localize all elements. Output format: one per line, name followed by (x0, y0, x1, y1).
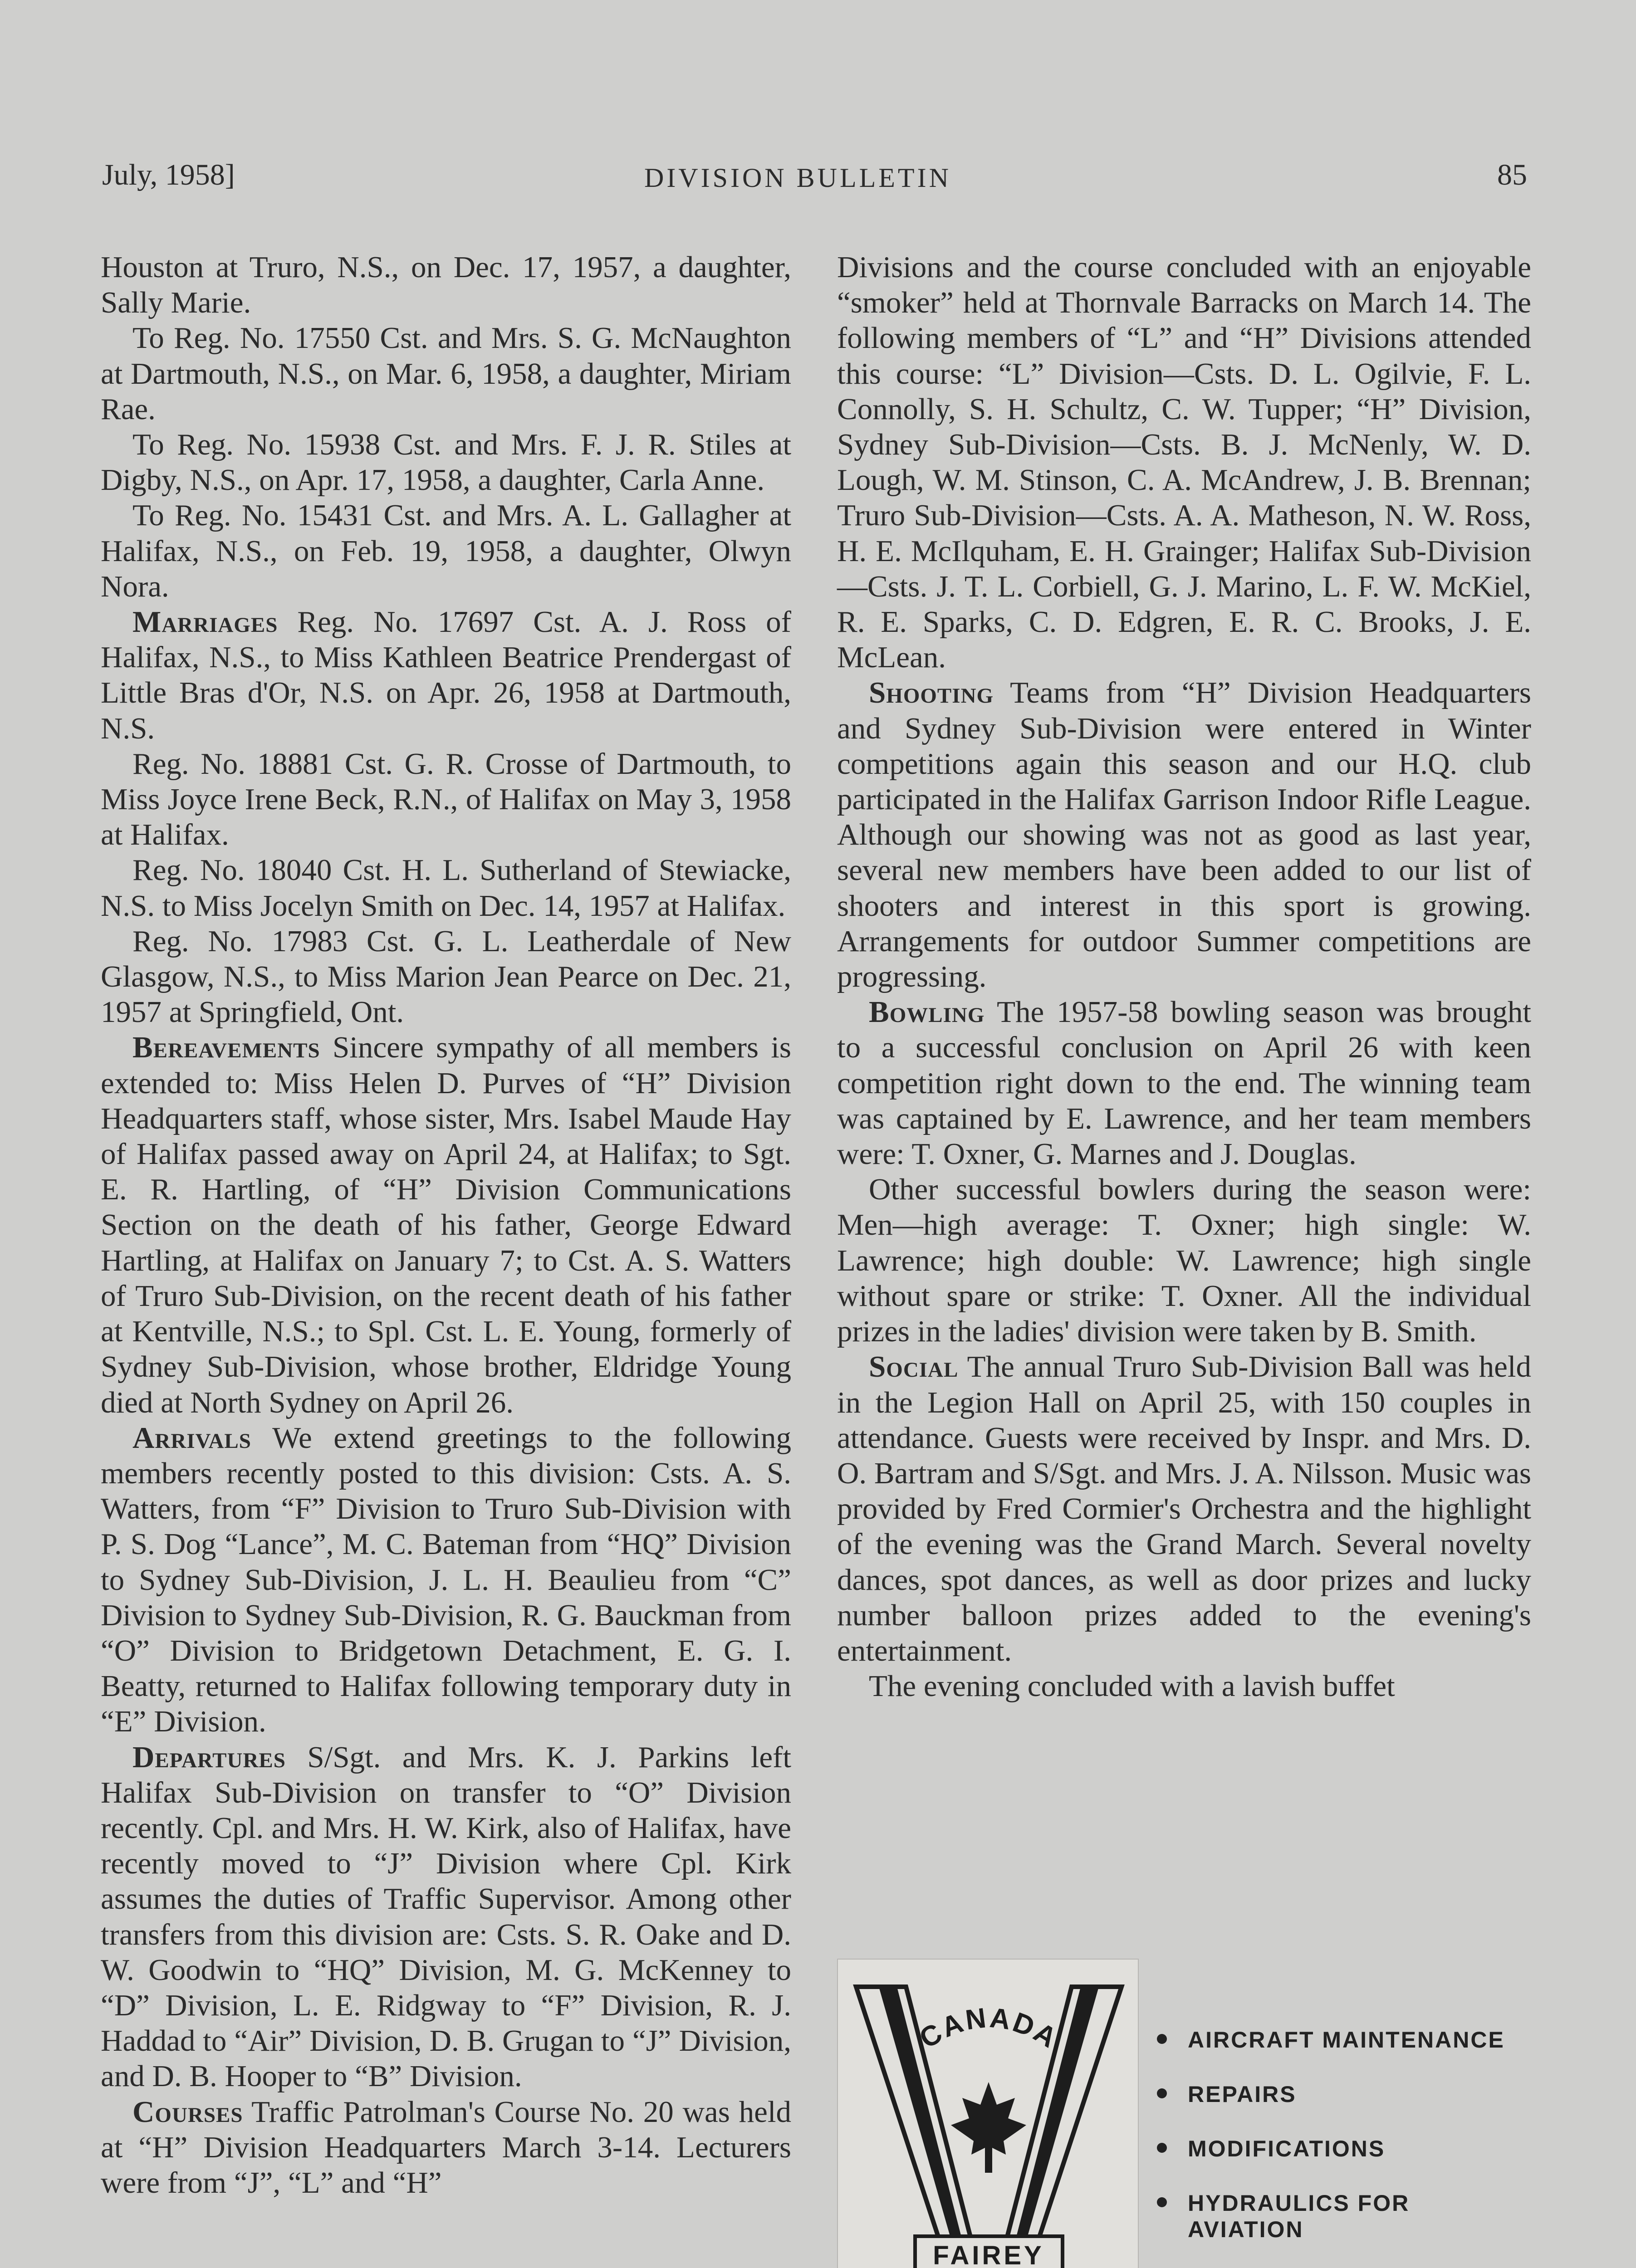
section-text: Sincere sympathy of all members is extended to: Miss Helen D. Purves of “H” Division Headquarters staff, whose sister, Mrs. Isabel Maude Hay of Halifax passed away on April 24, at Halifax; to Sgt. E. R. Hartling, of “H” Division Communications Section on the death of his father, George Edward Hartling, at Halifax on January 7; to Cst. A. S. Watters of Truro Sub-Division, on the recent death of his father at Kentville, N.S.; to Spl. Cst. L. E. Young, formerly of Sydney Sub-Division, whose brother, Eldridge Young died at North Sydney on April 26. (101, 1031, 791, 1419)
section-text: The 1957-58 bowling season was brought to a successful conclusion on April 26 with keen competition right down to the end. The winning team was captained by E. Lawrence, and her team members were: T. Oxner, G. Marnes and J. Douglas. (837, 995, 1531, 1171)
fairey-advertisement (837, 1959, 1531, 2268)
section-heading: Bowling (869, 995, 985, 1029)
section-text: The annual Truro Sub-Division Ball was held in the Legion Hall on April 25, with 150 couples in attendance. Guests were received by Inspr. and Mrs. D. O. Bartram and S/Sgt. and Mrs. J. A. Nilsson. Music was provided by Fred Cormier's Orchestra and the highlight of the evening was the Grand March. Several novelty dances, spot dances, as well as door prizes and lucky number balloon prizes added to the evening's entertainment. (837, 1350, 1531, 1667)
bullet-icon (1157, 2088, 1167, 2098)
paragraph: Reg. No. 18881 Cst. G. R. Crosse of Dartmouth, to Miss Joyce Irene Beck, R.N., of Halifax on May 3, 1958 at Halifax. (101, 747, 791, 852)
paragraph: Houston at Truro, N.S., on Dec. 17, 1957, a daughter, Sally Marie. (101, 250, 791, 320)
section-text: Teams from “H” Division Headquarters and Sydney Sub-Division were entered in Winter competitions again this season and our H.Q. club participated in the Halifax Garrison Indoor Rifle League. Although our showing was not as good as last year, several new members have been added to our list of shooters and interest in this sport is growing. Arrangements for outdoor Summer competitions are progressing. (837, 676, 1531, 994)
section-heading: Shooting (869, 676, 994, 710)
paragraph: To Reg. No. 15938 Cst. and Mrs. F. J. R. Stiles at Digby, N.S., on Apr. 17, 1958, a daughter, Carla Anne. (101, 428, 791, 497)
marriages-section (101, 604, 791, 746)
section-text: Reg. No. 17697 Cst. A. J. Ross of Halifax, N.S., to Miss Kathleen Beatrice Prendergast of Little Bras d'Or, N.S. on Apr. 26, 1958 at Dartmouth, N.S. (101, 605, 791, 745)
section-text: S/Sgt. and Mrs. K. J. Parkins left Halifax Sub-Division on transfer to “O” Division recently. Cpl. and Mrs. H. W. Kirk, also of Halifax, have recently moved to “J” Division where Cpl. Kirk assumes the duties of Traffic Supervisor. Among other transfers from this division are: Csts. S. R. Oake and D. W. Goodwin to “HQ” Division, M. G. McKenney to “D” Division, L. E. Ridgway to “F” Division, R. J. Haddad to “Air” Division, D. B. Grugan to “J” Division, and D. B. Hooper to “B” Division. (101, 1740, 791, 2093)
section-heading: Bereavements (132, 1031, 320, 1065)
publication-title: DIVISION BULLETIN (644, 163, 951, 193)
page-number: 85 (1497, 158, 1527, 191)
section-heading: Marriages (132, 605, 278, 639)
social-section (837, 1349, 1531, 1668)
departures-section (101, 1740, 791, 2094)
section-text: Traffic Patrolman's Course No. 20 was held at “H” Division Headquarters March 3-14. Lecturers were from “J”, “L” and “H” (101, 2095, 791, 2200)
paragraph: Reg. No. 17983 Cst. G. L. Leatherdale of New Glasgow, N.S., to Miss Marion Jean Pearce on Dec. 21, 1957 at Springfield, Ont. (101, 924, 791, 1029)
arrivals-section (101, 1420, 791, 1740)
paragraph: Other successful bowlers during the season were: Men—high average: T. Oxner; high single: W. Lawrence; high double: W. Lawrence; high single without spare or strike: T. Oxner. All the individual prizes in the ladies' division were taken by B. Smith. (837, 1173, 1531, 1349)
services-list (1157, 2027, 1505, 2268)
paragraph: Reg. No. 18040 Cst. H. L. Sutherland of Stewiacke, N.S. to Miss Jocelyn Smith on Dec. 14, 1957 at Halifax. (101, 853, 791, 923)
section-heading: Arrivals (132, 1421, 251, 1455)
section-text: We extend greetings to the following members recently posted to this division: Csts. A. S. Watters, from “F” Division to Truro Sub-Division with P. S. Dog “Lance”, M. C. Bateman from “HQ” Division to Sydney Sub-Division, J. L. H. Beaulieu from “C” Division to Sydney Sub-Division, R. G. Bauckman from “O” Division to Bridgetown Detachment, E. G. I. Beatty, returned to Halifax following temporary duty in “E” Division. (101, 1421, 791, 1739)
paragraph: To Reg. No. 17550 Cst. and Mrs. S. G. McNaughton at Dartmouth, N.S., on Mar. 6, 1958, a daughter, Miriam Rae. (101, 321, 791, 426)
page-header (0, 158, 1636, 203)
bullet-icon (1157, 2197, 1167, 2207)
logo-bottom-text: FAIREY (933, 2241, 1044, 2268)
bereavements-section (101, 1030, 791, 1420)
bullet-icon (1157, 2034, 1167, 2044)
section-heading: Courses (132, 2095, 243, 2129)
list-item: HYDRAULICS FOR AVIATION (1157, 2190, 1505, 2243)
section-heading: Social (869, 1350, 959, 1384)
list-item: MODIFICATIONS (1157, 2136, 1505, 2162)
logo-top-text: CANADA (914, 2002, 1063, 2055)
fairey-logo-panel (837, 1959, 1139, 2268)
right-column (837, 249, 1531, 1704)
paragraph: The evening concluded with a lavish buffet (869, 1669, 1395, 1703)
paragraph: Divisions and the course concluded with an enjoyable “smoker” held at Thornvale Barracks on March 14. The following members of “L” and “H” Divisions attended this course: “L” Division—Csts. D. L. Ogilvie, F. L. Connolly, S. H. Schultz, C. W. Tupper; “H” Division, Sydney Sub-Division—Csts. B. J. McNenly, W. D. Lough, W. M. Stinson, C. A. McAndrew, J. B. Brennan; Truro Sub-Division—Csts. A. A. Matheson, N. W. Ross, H. E. McIlquham, E. H. Grainger; Halifax Sub-Division—Csts. J. T. L. Corbiell, G. J. Marino, L. F. W. McKiel, R. E. Sparks, C. D. Edgren, E. R. C. Brooks, J. E. McLean. (837, 250, 1531, 675)
left-column (101, 249, 791, 2200)
issue-date: July, 1958] (102, 158, 235, 191)
svg-text:CANADA (914, 2002, 1063, 2055)
list-item: AIRCRAFT MAINTENANCE (1157, 2027, 1505, 2053)
section-heading: Departures (132, 1740, 286, 1774)
fairey-wings-logo-icon (847, 1969, 1131, 2268)
shooting-section (837, 675, 1531, 994)
courses-section (101, 2094, 791, 2201)
list-item: REPAIRS (1157, 2081, 1505, 2107)
bowling-section (837, 994, 1531, 1172)
paragraph: To Reg. No. 15431 Cst. and Mrs. A. L. Gallagher at Halifax, N.S., on Feb. 19, 1958, a daughter, Olwyn Nora. (101, 499, 791, 603)
bullet-icon (1157, 2143, 1167, 2153)
